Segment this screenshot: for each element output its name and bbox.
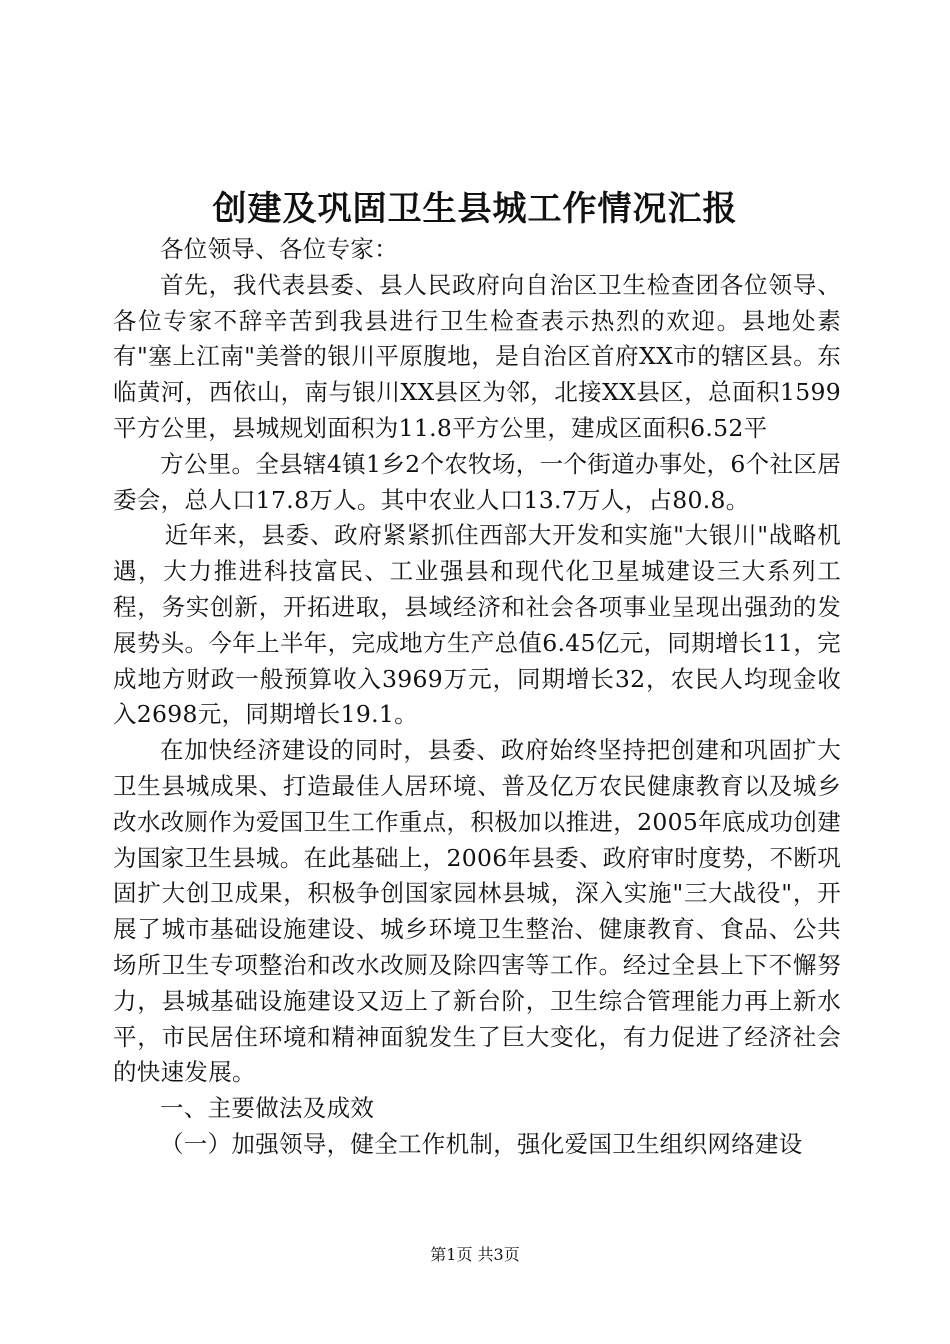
body-paragraph: 近年来，县委、政府紧紧抓住西部大开发和实施"大银川"战略机遇，大力推进科技富民、工业强县和现代化卫星城建设三大系列工程，务实创新，开拓进取，县域经济和社会各项事业呈现出强劲的发展势头。今年上半年，完成地方生产总值6.45亿元，同期增长11，完成地方财政一般预算收入3969万元，同期增长32，农民人均现金收入2698元，同期增长19.1。 (113, 521, 841, 729)
body-paragraph: 在加快经济建设的同时，县委、政府始终坚持把创建和巩固扩大卫生县城成果、打造最佳人居环境、普及亿万农民健康教育以及城乡改水改厕作为爱国卫生工作重点，积极加以推进，2005年底成功创建为国家卫生县城。在此基础上，2006年县委、政府审时度势，不断巩固扩大创卫成果，积极争创国家园林县城，深入实施"三大战役"，开展了城市基础设施建设、城乡环境卫生整治、健康教育、食品、公共场所卫生专项整治和改水改厕及除四害等工作。经过全县上下不懈努力，县城基础设施建设又迈上了新台阶，卫生综合管理能力再上新水平，市民居住环境和精神面貌发生了巨大变化，有力促进了经济社会的快速发展。 (113, 736, 841, 1087)
page-footer: 第1页 共3页 (430, 1245, 520, 1264)
body-paragraph: 首先，我代表县委、县人民政府向自治区卫生检查团各位领导、各位专家不辞辛苦到我县进行卫生检查表示热烈的欢迎。县地处素有"塞上江南"美誉的银川平原腹地，是自治区首府XX市的辖区县。东临黄河，西依山，南与银川XX县区为邻，北接XX县区，总面积1599平方公里，县城规划面积为11.8平方公里，建成区面积6.52平 (113, 270, 841, 442)
body-paragraph: 方公里。全县辖4镇1乡2个农牧场，一个街道办事处，6个社区居委会，总人口17.8万人。其中农业人口13.7万人，占80.8。 (113, 449, 841, 514)
salutation-paragraph: 各位领导、各位专家： (160, 235, 398, 263)
subsection-heading: （一）加强领导，健全工作机制，强化爱国卫生组织网络建设 (160, 1129, 803, 1158)
section-heading: 一、主要做法及成效 (160, 1094, 375, 1123)
document-title: 创建及巩固卫生县城工作情况汇报 (212, 189, 738, 229)
document-body (113, 232, 841, 1163)
